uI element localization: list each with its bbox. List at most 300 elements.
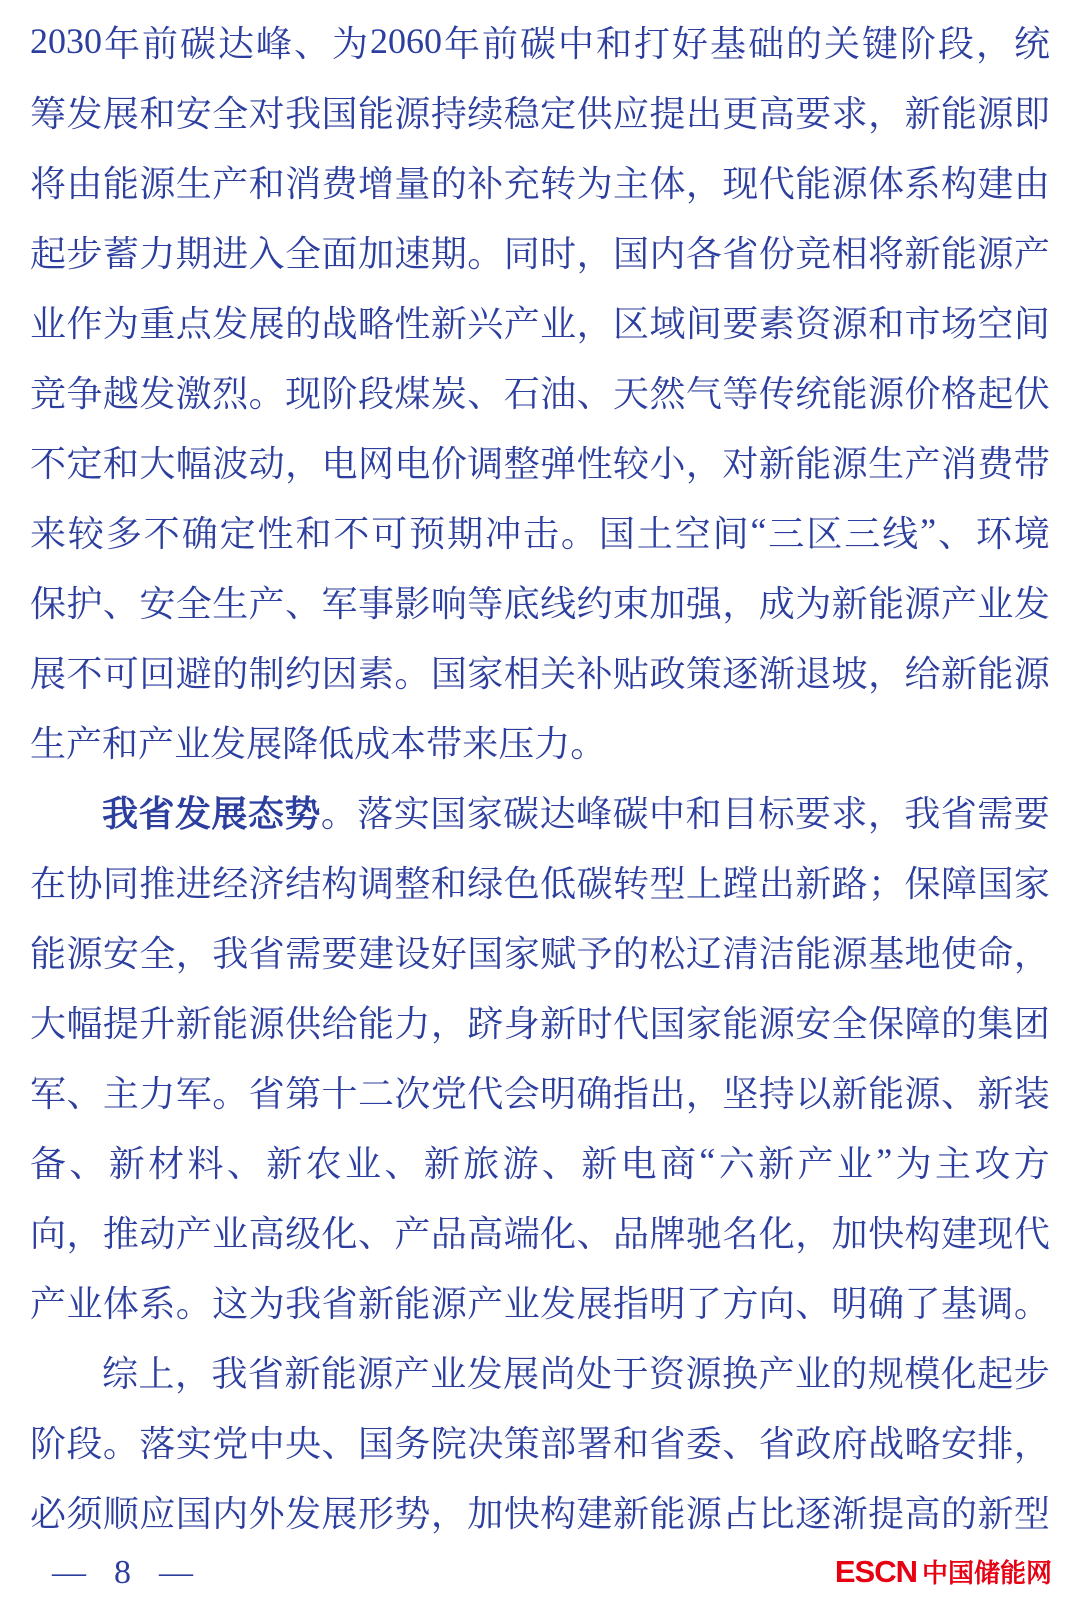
- text-token: 实: [175, 1423, 212, 1464]
- text-token: 战: [321, 303, 358, 344]
- text-token: 和: [613, 1423, 650, 1464]
- text-token: 和: [868, 303, 905, 344]
- text-token: 牌: [649, 1213, 686, 1254]
- text-token: 确: [576, 1073, 613, 1114]
- text-token: 加: [831, 1213, 868, 1254]
- text-token: 、: [940, 1073, 977, 1114]
- text-token: 可: [371, 513, 408, 554]
- text-token: 落: [357, 793, 394, 834]
- text-token: 天: [613, 373, 650, 414]
- text-token: 源: [66, 933, 103, 974]
- text-line: [30, 776, 1050, 846]
- text-token: ，: [685, 1073, 722, 1114]
- text-token: 安: [795, 1003, 832, 1044]
- text-token: 确: [181, 513, 218, 554]
- text-token: 约: [285, 653, 322, 694]
- text-line: [30, 6, 1050, 76]
- text-token: 须: [66, 1493, 103, 1534]
- text-token: 快: [868, 1213, 905, 1254]
- text-token: 障: [904, 1003, 941, 1044]
- text-token: 和: [430, 863, 467, 904]
- text-token: 。: [1013, 1283, 1050, 1324]
- text-token: 冲: [485, 513, 522, 554]
- text-token: 生: [212, 583, 249, 624]
- text-token: 同: [102, 863, 139, 904]
- text-token: 来: [30, 513, 67, 554]
- text-token: 源: [831, 303, 868, 344]
- text-token: 使: [940, 933, 977, 974]
- text-token: 预: [409, 513, 446, 554]
- text-token: 指: [613, 1283, 650, 1324]
- text-token: 业: [345, 1143, 382, 1184]
- text-token: 调: [357, 863, 394, 904]
- text-token: 同: [503, 233, 540, 274]
- text-token: 省: [940, 793, 977, 834]
- text-token: ，: [576, 303, 613, 344]
- text-token: 快: [503, 1493, 540, 1534]
- text-token: 本: [390, 723, 427, 764]
- text-token: 新: [977, 1073, 1014, 1114]
- text-token: 力: [394, 1003, 431, 1044]
- text-token: 空: [674, 513, 711, 554]
- text-line: [30, 146, 1050, 216]
- text-token: 性: [394, 303, 431, 344]
- text-token: 渐: [831, 1493, 868, 1534]
- text-token: 赋: [540, 933, 577, 974]
- text-token: 相: [503, 653, 540, 694]
- text-token: 排: [977, 1423, 1014, 1464]
- text-token: 回: [139, 653, 176, 694]
- text-token: 大: [30, 1003, 67, 1044]
- text-token: 展: [248, 303, 285, 344]
- text-token: 供: [285, 1003, 322, 1044]
- text-token: 军: [30, 1073, 67, 1114]
- text-token: 略: [904, 1423, 941, 1464]
- text-token: 提: [102, 1003, 139, 1044]
- text-token: 电: [620, 1143, 657, 1184]
- text-token: 主: [613, 163, 650, 204]
- text-token: 确: [868, 1283, 905, 1324]
- text-token: 碳: [576, 863, 613, 904]
- text-token: “: [750, 511, 767, 551]
- text-token: 带: [1013, 443, 1050, 484]
- text-token: 避: [175, 653, 212, 694]
- text-token: 省: [248, 933, 285, 974]
- text-token: 给: [904, 653, 941, 694]
- text-token: 护: [66, 583, 103, 624]
- text-token: 构: [540, 1493, 577, 1534]
- text-token: 阶: [321, 373, 358, 414]
- text-token: 点: [175, 303, 212, 344]
- text-token: 时: [576, 1003, 613, 1044]
- text-token: 转: [613, 863, 650, 904]
- text-token: 强: [685, 583, 722, 624]
- text-token: 油: [540, 373, 577, 414]
- text-token: 2030: [30, 21, 102, 61]
- text-token: 会: [503, 1073, 540, 1114]
- text-token: 政: [795, 1423, 832, 1464]
- text-token: 发: [66, 93, 103, 134]
- text-token: 方: [1013, 1143, 1050, 1184]
- text-token: 和: [139, 93, 176, 134]
- text-token: 名: [722, 1213, 759, 1254]
- text-token: 构: [321, 863, 358, 904]
- text-token: 能: [357, 1003, 394, 1044]
- text-token: 发: [540, 1283, 577, 1324]
- text-token: 较: [67, 513, 104, 554]
- text-token: 幅: [175, 443, 212, 484]
- text-token: 省: [321, 1283, 358, 1324]
- text-token: 阶: [899, 23, 936, 64]
- text-token: 、: [937, 513, 974, 554]
- text-token: 建: [977, 163, 1014, 204]
- text-token: 约: [576, 583, 613, 624]
- text-token: 达: [217, 23, 254, 64]
- text-token: 化: [758, 1213, 795, 1254]
- text-token: 供: [576, 93, 613, 134]
- text-token: 域: [649, 303, 686, 344]
- text-token: 安: [139, 583, 176, 624]
- text-token: 三: [768, 513, 805, 554]
- text-token: 产: [394, 1213, 431, 1254]
- text-token: 安: [102, 933, 139, 974]
- text-token: 推: [102, 1213, 139, 1254]
- text-token: 装: [1013, 1073, 1050, 1114]
- text-token: 定: [66, 443, 103, 484]
- text-token: 消: [285, 163, 322, 204]
- text-token: 新: [613, 1493, 650, 1534]
- text-token: 发: [174, 793, 211, 834]
- text-token: ，: [868, 653, 905, 694]
- text-token: 的: [285, 303, 322, 344]
- text-token: 多: [105, 513, 142, 554]
- text-token: 我: [285, 1283, 322, 1324]
- text-line: [30, 356, 1050, 426]
- text-token: 我: [211, 1353, 248, 1394]
- text-token: 新: [357, 1283, 394, 1324]
- text-token: 、: [384, 1143, 421, 1184]
- text-token: ，: [867, 793, 904, 834]
- text-token: 策: [685, 653, 722, 694]
- text-token: 规: [867, 1353, 904, 1394]
- text-token: 场: [940, 303, 977, 344]
- text-token: 碳: [519, 23, 556, 64]
- text-token: 区: [806, 513, 843, 554]
- text-line: [30, 286, 1050, 356]
- text-token: 内: [649, 233, 686, 274]
- text-token: 化: [940, 1353, 977, 1394]
- text-token: 新: [540, 1003, 577, 1044]
- text-token: 业: [977, 583, 1014, 624]
- text-line: [30, 1266, 1050, 1336]
- text-token: 能: [831, 373, 868, 414]
- text-token: 源: [868, 373, 905, 414]
- text-token: 、: [285, 583, 322, 624]
- text-token: 达: [539, 793, 576, 834]
- text-token: 。: [570, 723, 607, 764]
- text-token: 新: [831, 583, 868, 624]
- text-token: 和: [248, 163, 285, 204]
- text-token: 价: [430, 443, 467, 484]
- text-token: 补: [467, 163, 504, 204]
- text-token: 补: [576, 653, 613, 694]
- text-token: 新: [108, 1143, 145, 1184]
- text-token: 源: [831, 443, 868, 484]
- text-token: 三: [844, 513, 881, 554]
- text-token: 发: [285, 1493, 322, 1534]
- text-token: 能: [795, 163, 832, 204]
- text-token: 能: [795, 933, 832, 974]
- text-token: 作: [66, 303, 103, 344]
- text-token: 战: [868, 1423, 905, 1464]
- text-token: ；: [868, 863, 905, 904]
- text-token: 段: [937, 23, 974, 64]
- text-token: ，: [685, 443, 722, 484]
- text-token: 产: [175, 1213, 212, 1254]
- text-token: 量: [394, 163, 431, 204]
- text-line: [30, 1126, 1050, 1196]
- text-token: 出: [649, 1073, 686, 1114]
- text-token: 加: [649, 583, 686, 624]
- text-token: 源: [758, 1003, 795, 1044]
- text-token: 备: [30, 1143, 67, 1184]
- text-token: 次: [394, 1073, 431, 1114]
- text-token: 步: [1013, 1353, 1050, 1394]
- text-token: 带: [426, 723, 463, 764]
- text-token: 源: [977, 233, 1014, 274]
- text-token: 发: [139, 373, 176, 414]
- text-token: 入: [248, 233, 285, 274]
- text-token: 国: [649, 1003, 686, 1044]
- text-token: 明: [649, 1283, 686, 1324]
- text-token: 需: [977, 793, 1014, 834]
- text-token: 响: [430, 583, 467, 624]
- text-token: 品: [613, 1213, 650, 1254]
- text-token: 形: [357, 1493, 394, 1534]
- text-token: 幅: [66, 1003, 103, 1044]
- text-token: 化: [540, 1213, 577, 1254]
- text-token: 展: [211, 793, 248, 834]
- text-token: 的: [940, 1493, 977, 1534]
- text-token: 中: [649, 793, 686, 834]
- text-token: 二: [357, 1073, 394, 1114]
- text-token: 步: [66, 233, 103, 274]
- text-line: [30, 636, 1050, 706]
- text-token: 的: [613, 933, 650, 974]
- text-token: 军: [321, 583, 358, 624]
- text-token: 业: [212, 1213, 249, 1254]
- text-token: 能: [940, 93, 977, 134]
- text-token: 省: [138, 793, 175, 834]
- text-token: 家: [466, 793, 503, 834]
- text-token: 土: [636, 513, 673, 554]
- text-token: 好: [671, 23, 708, 64]
- text-token: 制: [248, 653, 285, 694]
- text-token: 、: [576, 1213, 613, 1254]
- text-token: 体: [102, 1283, 139, 1324]
- text-token: 生: [868, 443, 905, 484]
- text-token: 为: [331, 23, 368, 64]
- text-token: 起: [977, 1353, 1014, 1394]
- text-token: 主: [102, 1073, 139, 1114]
- text-token: 型: [1013, 1493, 1050, 1534]
- text-token: ，: [66, 1213, 103, 1254]
- text-token: 成: [758, 583, 795, 624]
- text-token: 为: [895, 1143, 932, 1184]
- text-token: 产: [1013, 233, 1050, 274]
- text-token: 能: [868, 1073, 905, 1114]
- text-token: 统: [1013, 23, 1050, 64]
- text-token: 求: [831, 93, 868, 134]
- text-token: 驰: [685, 1213, 722, 1254]
- text-token: 明: [540, 1073, 577, 1114]
- text-token: 省: [649, 1423, 686, 1464]
- text-token: 2060: [369, 21, 442, 61]
- text-token: 尚: [539, 1353, 576, 1394]
- text-token: 和: [685, 793, 722, 834]
- text-token: 结: [285, 863, 322, 904]
- text-token: 等: [467, 583, 504, 624]
- text-token: 旅: [463, 1143, 500, 1184]
- text-token: 高: [758, 93, 795, 134]
- text-token: 源: [685, 1353, 722, 1394]
- text-token: 线: [540, 583, 577, 624]
- text-token: 国: [467, 933, 504, 974]
- page-number-value: 8: [114, 1554, 131, 1591]
- text-token: 升: [139, 1003, 176, 1044]
- text-token: 产: [138, 723, 175, 764]
- text-token: 格: [940, 373, 977, 414]
- text-token: 现: [285, 373, 322, 414]
- text-token: 起: [30, 233, 67, 274]
- text-token: 整: [503, 443, 540, 484]
- text-token: 产: [503, 303, 540, 344]
- text-token: 费: [321, 163, 358, 204]
- text-token: 院: [430, 1423, 467, 1464]
- text-token: ，: [868, 93, 905, 134]
- text-token: 高: [248, 1213, 285, 1254]
- text-token: 。: [320, 793, 357, 834]
- text-token: 我: [212, 933, 249, 974]
- text-token: 省: [248, 1073, 285, 1114]
- text-token: 动: [139, 1213, 176, 1254]
- document-body: [30, 6, 1050, 1546]
- text-line: [30, 1336, 1050, 1406]
- text-token: 持: [758, 1073, 795, 1114]
- text-token: 松: [649, 933, 686, 974]
- text-token: 品: [430, 1213, 467, 1254]
- text-token: 高: [467, 1213, 504, 1254]
- text-token: 关: [540, 653, 577, 694]
- text-token: 贴: [613, 653, 650, 694]
- text-token: 府: [831, 1423, 868, 1464]
- text-token: 业: [430, 1353, 467, 1394]
- text-token: 素: [357, 653, 394, 694]
- text-token: 级: [285, 1213, 322, 1254]
- text-token: 为: [248, 1283, 285, 1324]
- text-token: 网: [357, 443, 394, 484]
- text-token: 年: [103, 23, 140, 64]
- text-token: 外: [248, 1493, 285, 1534]
- text-token: 发: [1013, 583, 1050, 624]
- text-token: 线: [882, 513, 919, 554]
- text-token: 产: [940, 583, 977, 624]
- text-token: 势: [284, 793, 321, 834]
- text-token: 新: [904, 93, 941, 134]
- text-token: 气: [685, 373, 722, 414]
- text-token: 弹: [540, 443, 577, 484]
- text-token: 的: [940, 1003, 977, 1044]
- text-token: 全: [831, 1003, 868, 1044]
- text-token: 军: [175, 1073, 212, 1114]
- text-token: 能: [868, 583, 905, 624]
- text-line: [30, 1476, 1050, 1546]
- text-token: 现: [977, 1213, 1014, 1254]
- text-token: 重: [139, 303, 176, 344]
- text-token: 。: [394, 653, 431, 694]
- text-token: 成: [354, 723, 391, 764]
- text-token: 竞: [30, 373, 67, 414]
- text-token: 展: [246, 723, 283, 764]
- text-token: 源: [394, 93, 431, 134]
- text-token: 体: [649, 163, 686, 204]
- text-token: 打: [633, 23, 670, 64]
- text-token: 来: [462, 723, 499, 764]
- text-token: 国: [357, 1423, 394, 1464]
- text-token: 全: [139, 933, 176, 974]
- text-token: 由: [66, 163, 103, 204]
- text-token: 能: [649, 1493, 686, 1534]
- text-token: 期: [430, 233, 467, 274]
- text-line: [30, 426, 1050, 496]
- text-token: 区: [613, 303, 650, 344]
- text-token: 六: [718, 1143, 755, 1184]
- text-token: ，: [975, 23, 1012, 64]
- text-line: [30, 76, 1050, 146]
- text-token: 国: [175, 1493, 212, 1534]
- text-token: 省: [247, 1353, 284, 1394]
- text-token: 构: [904, 1213, 941, 1254]
- text-token: ”: [920, 511, 937, 551]
- page-number-dash-right: —: [159, 1554, 193, 1591]
- text-token: 更: [722, 93, 759, 134]
- text-token: 于: [612, 1353, 649, 1394]
- text-token: 家: [685, 1003, 722, 1044]
- text-token: 出: [685, 93, 722, 134]
- text-token: 定: [540, 93, 577, 134]
- text-token: 应: [139, 1493, 176, 1534]
- text-token: 渐: [758, 653, 795, 694]
- text-token: 业: [836, 1143, 873, 1184]
- text-token: 。: [102, 1423, 139, 1464]
- text-token: 碳: [179, 23, 216, 64]
- text-token: 这: [212, 1283, 249, 1324]
- text-token: 价: [904, 373, 941, 414]
- text-token: ，: [174, 1353, 211, 1394]
- text-token: 全: [285, 233, 322, 274]
- text-token: 、: [102, 583, 139, 624]
- text-token: 中: [248, 1423, 285, 1464]
- text-token: 产: [904, 443, 941, 484]
- text-token: 不: [66, 653, 103, 694]
- text-token: 高: [904, 1493, 941, 1534]
- text-token: 兴: [467, 303, 504, 344]
- text-token: 煤: [394, 373, 431, 414]
- text-token: 、: [576, 373, 613, 414]
- text-token: 党: [430, 1073, 467, 1114]
- text-token: 加: [467, 1493, 504, 1534]
- text-token: “: [699, 1141, 716, 1181]
